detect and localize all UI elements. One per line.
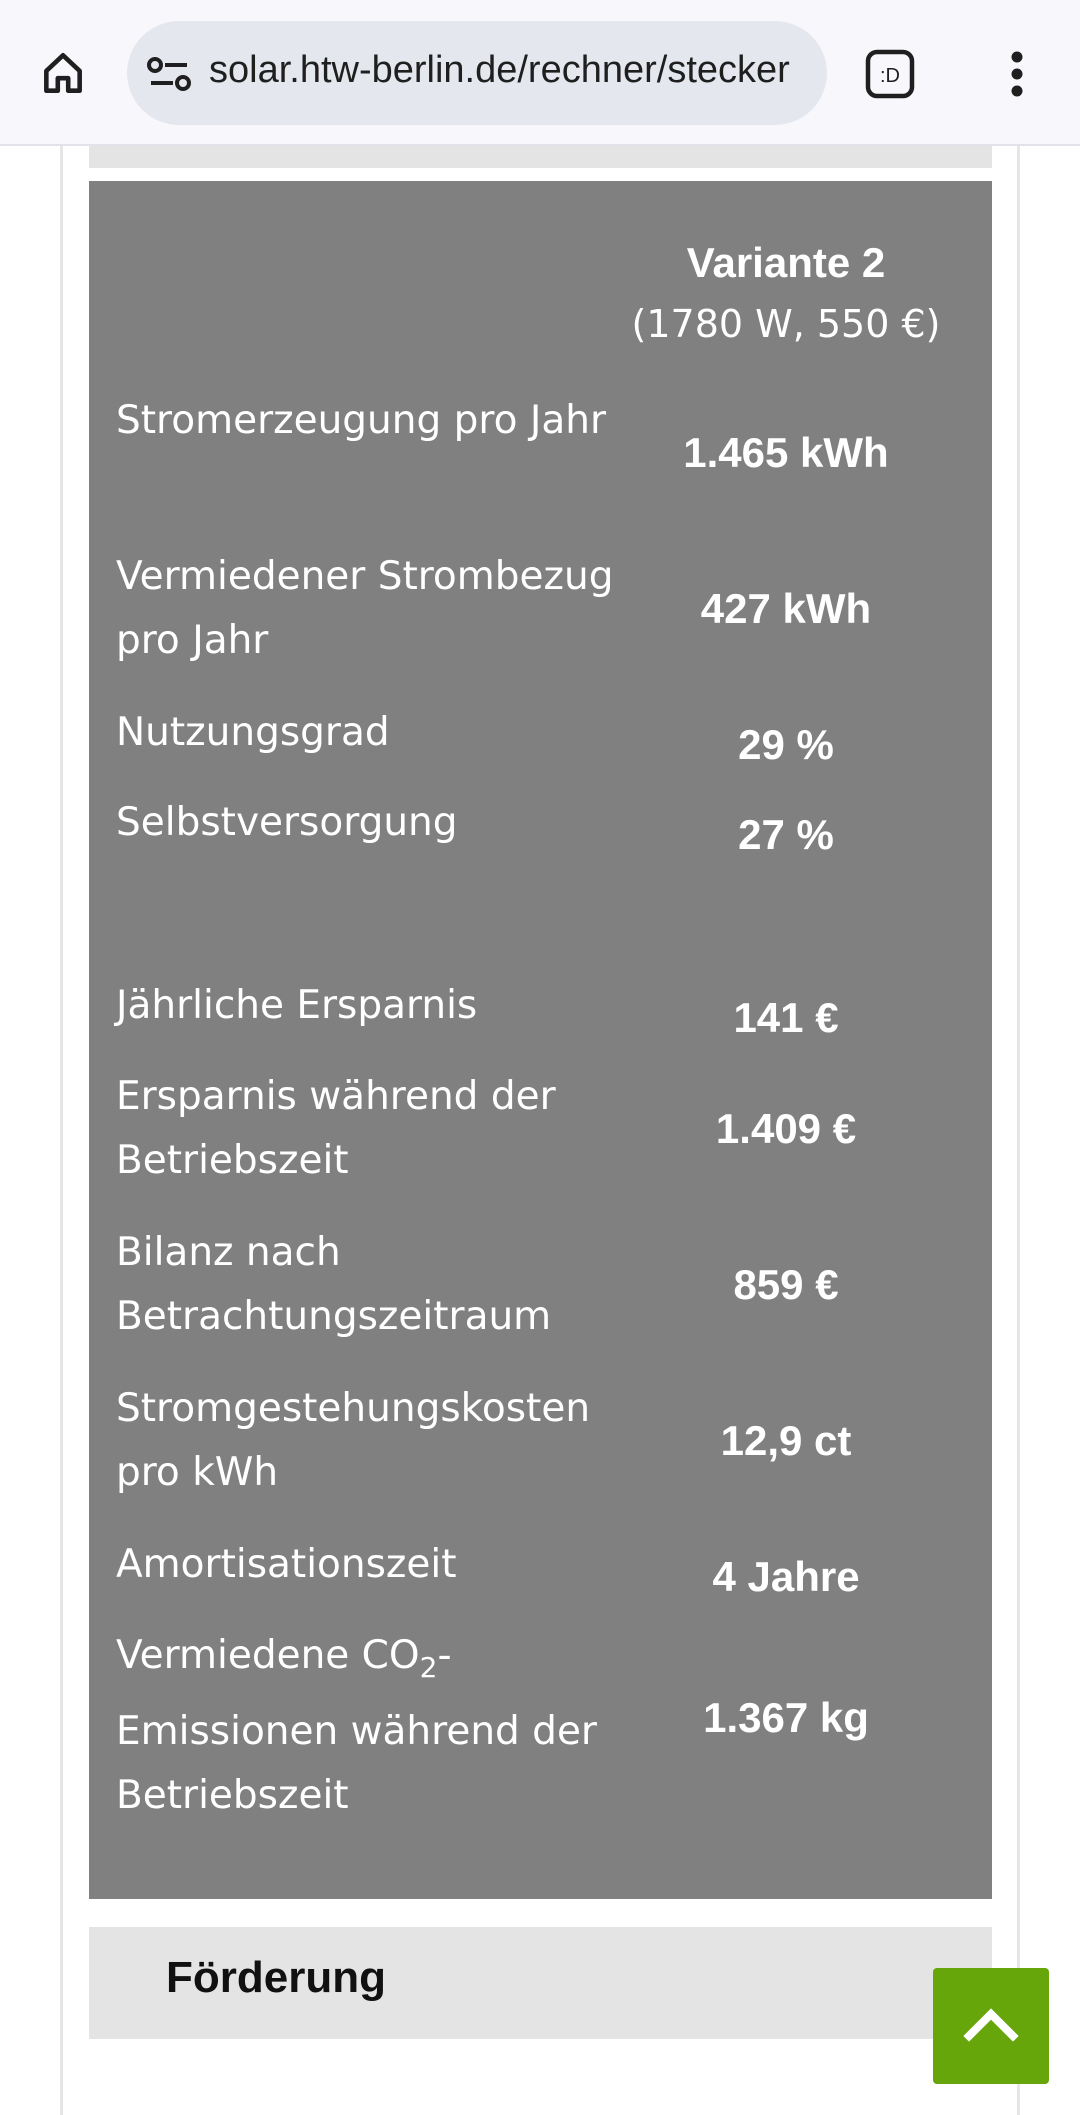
label-subscript: 2 (419, 1650, 438, 1684)
row-value: 29 % (738, 721, 834, 768)
previous-section (89, 146, 992, 168)
row-label (116, 1624, 636, 1828)
variant-subtitle: (1780 W, 550 €) (631, 302, 941, 346)
row-label: Jährliche Ersparnis (116, 983, 478, 1028)
row-label: Stromerzeugung pro Jahr (116, 398, 606, 443)
row-value: 4 Jahre (712, 1553, 860, 1600)
variant-header (540, 233, 1032, 355)
site-settings-icon[interactable] (145, 55, 193, 95)
row-value: 1.409 € (715, 1105, 857, 1152)
row-value: 859 € (733, 1261, 839, 1308)
home-icon[interactable] (30, 40, 96, 106)
row-label: Stromgestehungskosten pro kWh (116, 1386, 591, 1495)
row-label: Bilanz nach Betrachtungszeitraum (116, 1230, 552, 1339)
row-label: Vermiedener Strombezug pro Jahr (116, 554, 614, 663)
row-value: 141 € (733, 994, 839, 1041)
tab-switcher-button[interactable] (862, 46, 918, 102)
label-part: Vermiedene CO (116, 1633, 420, 1678)
chevron-up-icon (963, 2006, 1019, 2046)
url-text[interactable]: solar.htw-berlin.de/rechner/stecker (209, 49, 790, 91)
row-value: 12,9 ct (720, 1417, 852, 1464)
foerderung-section-toggle[interactable] (89, 1927, 992, 2039)
foerderung-title: Förderung (166, 1953, 386, 2002)
row-label: Nutzungsgrad (116, 710, 390, 755)
row-value: 1.367 kg (703, 1694, 869, 1741)
row-value: 27 % (738, 811, 834, 858)
more-menu-icon[interactable] (990, 46, 1044, 102)
tab-switcher-label: :D (880, 65, 900, 87)
row-label: Ersparnis während der Betriebszeit (116, 1074, 556, 1183)
scroll-to-top-button[interactable] (933, 1968, 1049, 2084)
row-value: 1.465 kWh (683, 429, 889, 476)
row-label: Amortisationszeit (116, 1542, 457, 1587)
label-part: -Emissionen während der Betriebszeit (116, 1633, 597, 1818)
row-label: Selbstversorgung (116, 800, 458, 845)
variant-title: Variante 2 (686, 239, 886, 286)
row-value: 427 kWh (700, 585, 872, 632)
results-table (89, 181, 992, 1899)
address-bar[interactable] (127, 21, 827, 125)
browser-toolbar (0, 0, 1080, 146)
